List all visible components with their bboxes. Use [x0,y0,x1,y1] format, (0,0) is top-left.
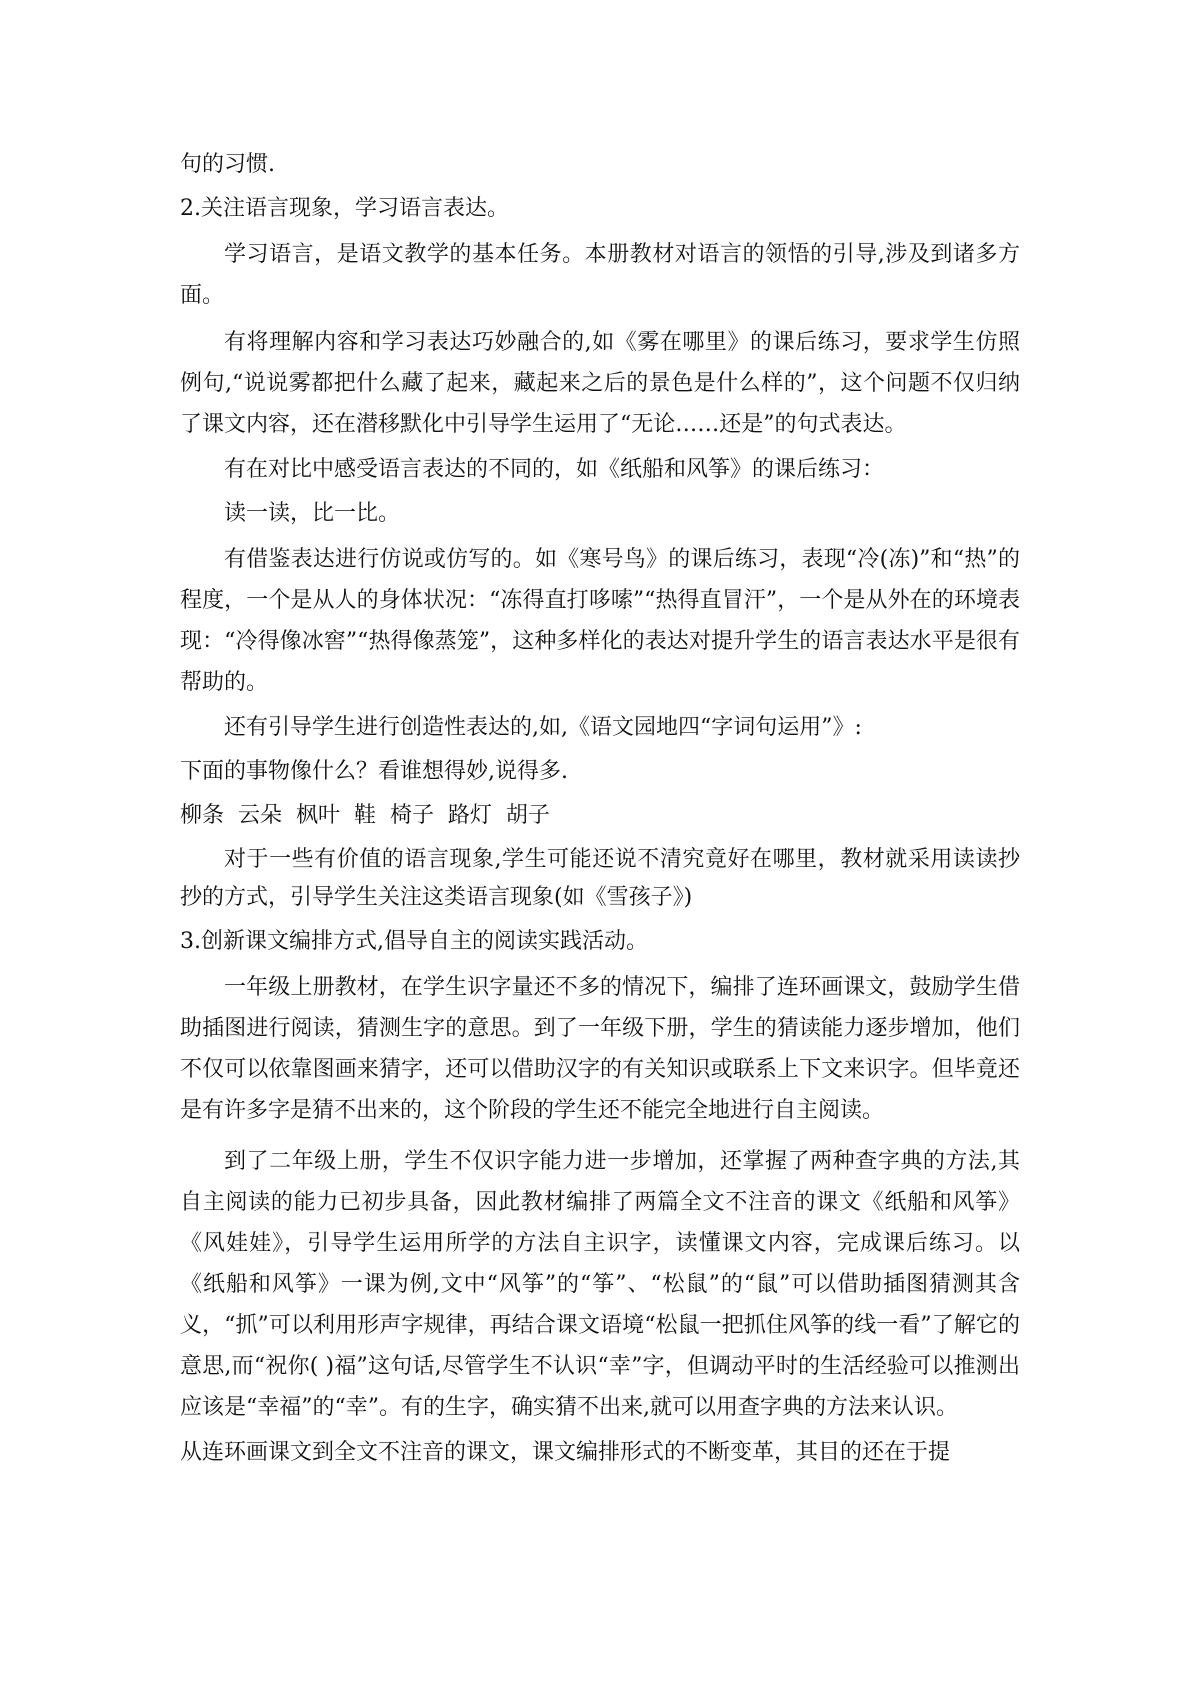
paragraph: 到了二年级上册，学生不仅识字能力进一步增加，还掌握了两种查字典的方法,其自主阅读的能力已初步具备，因此教材编排了两篇全文不注音的课文《纸船和风筝》《风娃娃》，引导学生运用所学的方法自主识字，读懂课文内容，完成课后练习。以《纸船和风筝》一课为例,文中“风筝”的“筝”、“松鼠”的“鼠”可以借助插图猜测其含义，“抓”可以利用形声字规律，再结合课文语境“松鼠一把抓住风筝的线一看”了解它的意思,而“祝你( )福”这句话,尽管学生不认识“幸”字，但调动平时的生活经验可以推测出应该是“幸福”的“幸”。有的生字，确实猜不出来,就可以用查字典的方法来认识。 [180,1149,1020,1420]
paragraph: 学习语言，是语文教学的基本任务。本册教材对语言的领悟的引导,涉及到诸多方面。 [180,242,1020,308]
paragraph: 句的习惯. [180,152,275,177]
section-heading: 3.创新课文编排方式,倡导自主的阅读实践活动。 [180,929,648,954]
paragraph: 有将理解内容和学习表达巧妙融合的,如《雾在哪里》的课后练习，要求学生仿照例句,“说说雾都把什么藏了起来，藏起来之后的景色是什么样的”，这个问题不仅归纳了课文内容，还在潜移默化中引导学生运用了“无论……还是”的句式表达。 [180,330,1020,437]
paragraph: 对于一些有价值的语言现象,学生可能还说不清究竟好在哪里，教材就采用读读抄抄的方式，引导学生关注这类语言现象(如《雪孩子》) [180,847,1020,910]
paragraph: 还有引导学生进行创造性表达的,如,《语文园地四“字词句运用”》: [224,715,862,740]
document-page [180,146,1020,1478]
paragraph: 一年级上册教材，在学生识字量还不多的情况下，编排了连环画课文，鼓励学生借助插图进行阅读，猜测生字的意思。到了一年级下册，学生的猜读能力逐步增加，他们不仅可以依靠图画来猜字，还可以借助汉字的有关知识或联系上下文来识字。但毕竟还是有许多字是猜不出来的，这个阶段的学生还不能完全地进行自主阅读。 [180,975,1020,1123]
paragraph: 有借鉴表达进行仿说或仿写的。如《寒号鸟》的课后练习，表现“冷(冻)”和“热”的程度，一个是从人的身体状况：“冻得直打哆嗦”“热得直冒汗”，一个是从外在的环境表现：“冷得像冰窖”“热得像蒸笼”，这种多样化的表达对提升学生的语言表达水平是很有帮助的。 [180,547,1020,695]
paragraph: 读一读，比一比。 [224,501,401,526]
paragraph: 有在对比中感受语言表达的不同的，如《纸船和风筝》的课后练习： [224,457,885,482]
section-heading: 2.关注语言现象，学习语言表达。 [180,196,509,221]
paragraph: 下面的事物像什么？看谁想得妙,说得多. [180,759,568,784]
word-list: 柳条 云朵 枫叶 鞋 椅子 路灯 胡子 [180,803,550,828]
paragraph: 从连环画课文到全文不注音的课文，课文编排形式的不断变革，其目的还在于提 [180,1440,951,1465]
